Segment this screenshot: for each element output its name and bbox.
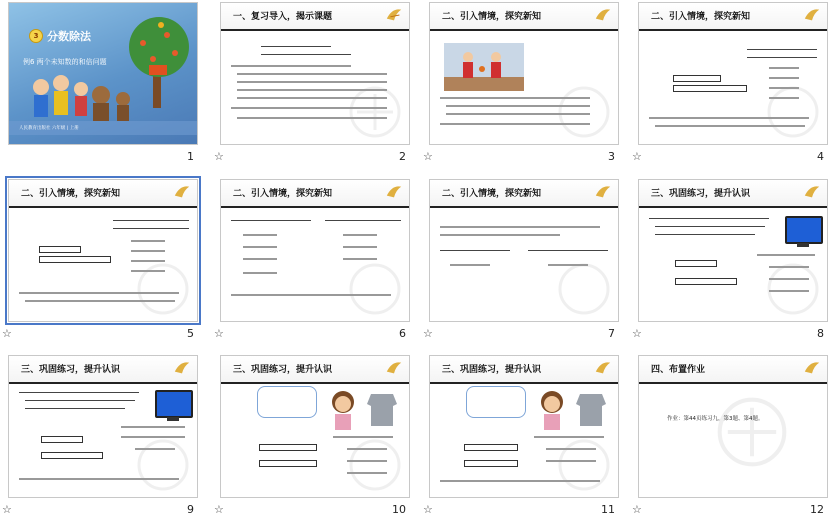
text-line	[440, 97, 590, 99]
star-icon[interactable]: ☆	[632, 327, 642, 340]
text-line	[237, 117, 387, 119]
diagram-bar	[39, 256, 111, 263]
equation-line	[548, 264, 588, 266]
bird-icon	[173, 183, 191, 201]
text-line	[446, 113, 590, 115]
equation-line	[121, 426, 185, 428]
watermark-icon	[717, 397, 787, 467]
tv-monitor-image	[155, 390, 193, 418]
star-icon[interactable]: ☆	[632, 150, 642, 163]
equation-line	[769, 97, 799, 99]
tv-stand	[167, 417, 179, 421]
slide-thumbnail-6[interactable]	[220, 179, 410, 322]
slide-header	[221, 180, 409, 208]
slide-number: 12	[810, 503, 824, 516]
slide-cell-6	[212, 177, 410, 351]
equation-line	[131, 240, 165, 242]
slide-header	[221, 3, 409, 31]
diagram-bar	[673, 75, 721, 82]
text-line	[19, 478, 179, 480]
diagram-bar	[259, 460, 317, 467]
equation-line	[347, 460, 387, 462]
slide-thumbnail-7[interactable]	[429, 179, 619, 322]
basketball-players-image	[444, 43, 524, 91]
watermark-icon	[137, 439, 189, 491]
slide-thumbnail-9[interactable]	[8, 355, 198, 498]
star-icon[interactable]: ☆	[423, 150, 433, 163]
diagram-bar	[41, 436, 83, 443]
equation-line	[131, 260, 165, 262]
slide-header	[639, 180, 827, 208]
equation-line	[769, 278, 809, 280]
text-line	[113, 228, 189, 229]
equation-line	[534, 436, 604, 438]
text-line	[231, 220, 311, 221]
slide-title: 三、巩固练习，提升认识	[21, 365, 121, 375]
watermark-icon	[558, 439, 610, 491]
bird-icon	[803, 359, 821, 377]
text-line	[113, 220, 189, 221]
bird-icon	[803, 183, 821, 201]
equation-line	[343, 246, 377, 248]
text-line	[237, 73, 387, 75]
diagram-bar	[673, 85, 747, 92]
text-line	[440, 226, 600, 228]
text-line	[440, 250, 510, 251]
star-icon[interactable]: ☆	[214, 327, 224, 340]
slide-thumbnail-11[interactable]	[429, 355, 619, 498]
slide-thumbnail-1[interactable]	[8, 2, 198, 145]
slide-number: 1	[187, 150, 194, 163]
slide-cell-7	[421, 177, 619, 351]
bird-icon	[594, 183, 612, 201]
clothes-image	[576, 392, 606, 428]
watermark-icon	[349, 263, 401, 315]
text-line	[440, 234, 560, 236]
slide-number: 5	[187, 327, 194, 340]
text-line	[231, 294, 391, 296]
diagram-bar	[464, 460, 518, 467]
title-footer: 人民教育出版社 六年级 | 上册	[19, 126, 79, 131]
slide-cell-3	[421, 0, 619, 174]
slide-cell-4	[630, 0, 828, 174]
slide-thumbnail-4[interactable]	[638, 2, 828, 145]
text-line	[231, 65, 351, 67]
slide-number: 9	[187, 503, 194, 516]
slide-cell-2	[212, 0, 410, 174]
slide-title: 三、巩固练习，提升认识	[651, 189, 751, 199]
slide-number: 4	[817, 150, 824, 163]
watermark-icon	[767, 263, 819, 315]
text-line	[655, 234, 755, 235]
text-line	[325, 220, 401, 221]
slide-title: 四、布置作业	[651, 365, 706, 375]
watermark-icon	[349, 86, 401, 138]
diagram-bar	[39, 246, 81, 253]
equation-line	[243, 246, 277, 248]
text-line	[25, 408, 125, 409]
bird-icon	[594, 6, 612, 24]
title-text: 分数除法	[47, 30, 91, 43]
slide-thumbnail-2[interactable]	[220, 2, 410, 145]
bird-icon	[173, 359, 191, 377]
star-icon[interactable]: ☆	[2, 503, 12, 516]
watermark-icon	[558, 86, 610, 138]
slide-header	[9, 356, 197, 384]
tv-stand	[797, 243, 809, 247]
equation-line	[769, 290, 809, 292]
star-icon[interactable]: ☆	[423, 327, 433, 340]
speech-bubble	[257, 386, 317, 418]
slide-cell-11	[421, 353, 619, 527]
diagram-bar	[259, 444, 317, 451]
slide-header	[9, 180, 197, 208]
text-line	[25, 400, 135, 401]
slide-header	[639, 356, 827, 384]
bird-icon	[385, 183, 403, 201]
equation-line	[546, 448, 596, 450]
text-line	[655, 125, 805, 127]
slide-thumbnail-12[interactable]	[638, 355, 828, 498]
text-line	[528, 250, 608, 251]
equation-line	[347, 448, 387, 450]
slide-header	[430, 356, 618, 384]
slide-title: 二、引入情境，探究新知	[233, 189, 333, 199]
star-icon[interactable]: ☆	[214, 150, 224, 163]
homework-text: 作业：第44页练习九，第3题、第4题。	[667, 416, 764, 422]
slide-number: 11	[601, 503, 615, 516]
slide-title: 二、引入情境，探究新知	[442, 189, 542, 199]
equation-line	[131, 250, 165, 252]
text-line	[747, 57, 817, 58]
segment-line	[261, 54, 351, 55]
slide-number: 10	[392, 503, 406, 516]
equation-line	[243, 234, 277, 236]
equation-line	[333, 436, 393, 438]
slide-cell-10	[212, 353, 410, 527]
text-line	[19, 292, 179, 294]
equation-line	[347, 472, 387, 474]
equation-line	[121, 436, 185, 438]
girl-illustration	[530, 386, 574, 430]
text-line	[649, 117, 809, 119]
tv-monitor-image	[785, 216, 823, 244]
slide-cell-9	[0, 353, 198, 527]
girl-illustration	[321, 386, 365, 430]
slide-title: 一、复习导入，揭示课题	[233, 12, 333, 22]
diagram-bar	[464, 444, 518, 451]
equation-line	[757, 254, 815, 256]
slide-number: 6	[399, 327, 406, 340]
text-line	[19, 392, 139, 393]
bird-icon	[385, 359, 403, 377]
title-badge: 3	[29, 29, 43, 43]
slide-title: 三、巩固练习，提升认识	[233, 365, 333, 375]
slide-header	[430, 180, 618, 208]
diagram-bar	[675, 278, 737, 285]
slide-title: 三、巩固练习，提升认识	[442, 365, 542, 375]
text-line	[440, 480, 600, 482]
equation-line	[546, 460, 596, 462]
subtitle-text: 例6 两个未知数的和倍问题	[23, 58, 107, 66]
bird-icon	[594, 359, 612, 377]
equation-line	[769, 87, 799, 89]
text-line	[446, 105, 590, 107]
star-icon[interactable]: ☆	[2, 327, 12, 340]
equation-line	[769, 266, 809, 268]
diagram-bar	[41, 452, 103, 459]
slide-number: 7	[608, 327, 615, 340]
slide-number: 2	[399, 150, 406, 163]
slide-title: 二、引入情境，探究新知	[651, 12, 751, 22]
slide-number: 3	[608, 150, 615, 163]
clothes-image	[367, 392, 397, 428]
slide-number: 8	[817, 327, 824, 340]
text-line	[231, 107, 387, 109]
segment-line	[261, 46, 331, 47]
slide-thumbnail-10[interactable]	[220, 355, 410, 498]
star-icon[interactable]: ☆	[423, 503, 433, 516]
equation-line	[243, 258, 277, 260]
equation-line	[769, 77, 799, 79]
slide-title: 二、引入情境，探究新知	[442, 12, 542, 22]
equation-line	[243, 272, 277, 274]
watermark-icon	[558, 263, 610, 315]
text-line	[237, 89, 387, 91]
text-line	[237, 97, 387, 99]
slide-thumbnail-3[interactable]	[429, 2, 619, 145]
watermark-icon	[349, 439, 401, 491]
text-line	[655, 226, 765, 227]
equation-line	[343, 234, 377, 236]
equation-line	[450, 264, 490, 266]
slide-cell-8	[630, 177, 828, 351]
children-illustration	[27, 69, 137, 129]
text-line	[747, 49, 817, 50]
equation-line	[769, 67, 799, 69]
star-icon[interactable]: ☆	[632, 503, 642, 516]
equation-line	[131, 270, 165, 272]
watermark-icon	[767, 86, 819, 138]
text-line	[237, 81, 387, 83]
equation-line	[343, 258, 377, 260]
slide-thumbnail-5[interactable]	[8, 179, 198, 322]
text-line	[25, 300, 175, 302]
slide-thumbnail-8[interactable]	[638, 179, 828, 322]
bird-icon	[385, 6, 403, 24]
star-icon[interactable]: ☆	[214, 503, 224, 516]
text-line	[649, 218, 769, 219]
bird-icon	[803, 6, 821, 24]
slide-header	[639, 3, 827, 31]
slide-cell-12	[630, 353, 828, 527]
slide-cell-5	[0, 177, 198, 351]
equation-line	[135, 448, 175, 450]
diagram-bar	[675, 260, 717, 267]
speech-bubble	[466, 386, 526, 418]
slide-header	[430, 3, 618, 31]
slide-title: 二、引入情境，探究新知	[21, 189, 121, 199]
slide-cell-1	[0, 0, 198, 174]
slide-header	[221, 356, 409, 384]
text-line	[440, 123, 590, 125]
